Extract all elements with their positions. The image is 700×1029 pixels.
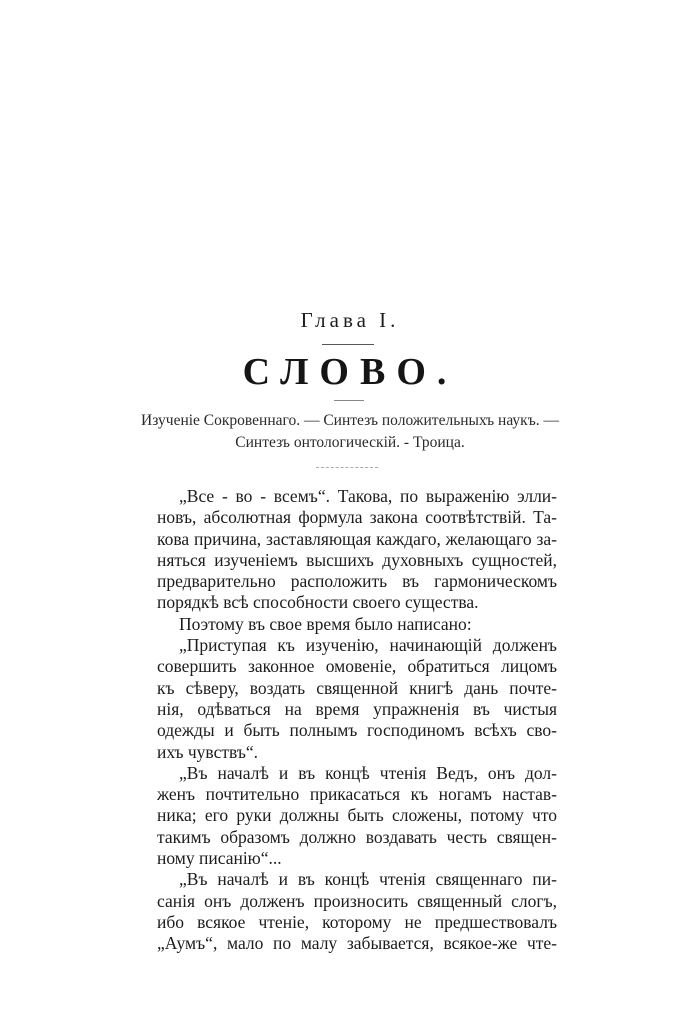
text-line: ному писанію“... — [157, 848, 282, 869]
text-line: няться изученіемъ высшихъ духовныхъ сущностей, — [157, 549, 557, 570]
text-line: одежды и быть полнымъ господиномъ всѣхъ сво- — [157, 720, 557, 741]
ornamental-rule — [322, 344, 374, 345]
text-line: „Все - во - всемъ“. Такова, по выраженію элли- — [179, 486, 557, 506]
ornamental-rule — [316, 467, 378, 468]
chapter-subtitle — [0, 410, 700, 454]
text-line: „Въ началѣ и въ концѣ чтенія священнаго пи- — [179, 869, 557, 890]
text-line: такимъ образомъ должно воздавать честь священ- — [157, 826, 557, 847]
text-line: женъ почтительно прикасаться къ ногамъ настав- — [157, 784, 557, 805]
text-line: „Аумъ“, мало по малу забывается, всякое-же чте- — [157, 933, 557, 954]
body-text — [157, 486, 557, 955]
subtitle-line: Изученіе Сокровеннаго. — Синтезъ положительныхъ наукъ. — — [141, 412, 559, 429]
text-line: Поэтому въ свое время было написано: — [179, 613, 472, 634]
subtitle-line: Синтезъ онтологическій. - Троица. — [235, 434, 465, 451]
text-line: санія онъ долженъ произносить священный слогъ, — [157, 890, 557, 911]
ornamental-rule — [334, 400, 364, 401]
chapter-title: СЛОВО. — [242, 351, 458, 393]
text-line: ника; его руки должны быть сложены, потому что — [157, 805, 557, 826]
text-line: ихъ чувствъ“. — [157, 741, 259, 762]
text-line: „Въ началѣ и въ концѣ чтенія Ведъ, онъ дол- — [179, 762, 557, 783]
text-line: порядкѣ всѣ способности своего существа. — [157, 592, 479, 613]
text-line: кова причина, заставляющая каждаго, желающаго за- — [157, 528, 557, 549]
text-line: совершить законное омовеніе, обратиться лицомъ — [157, 656, 557, 677]
text-line: новъ, абсолютная формула закона соотвѣтствій. Та- — [157, 507, 557, 528]
text-line: „Приступая къ изученію, начинающій долженъ — [179, 635, 557, 656]
text-line: ибо всякое чтеніе, которому не предшествовалъ — [157, 911, 557, 932]
chapter-label: Глава I. — [300, 308, 400, 332]
text-line: предварительно расположить въ гармоническомъ — [157, 571, 557, 592]
text-line: къ сѣверу, воздать священной книгѣ дань почте- — [157, 677, 557, 698]
text-line: нія, одѣваться на время упражненія въ чистыя — [157, 698, 557, 719]
